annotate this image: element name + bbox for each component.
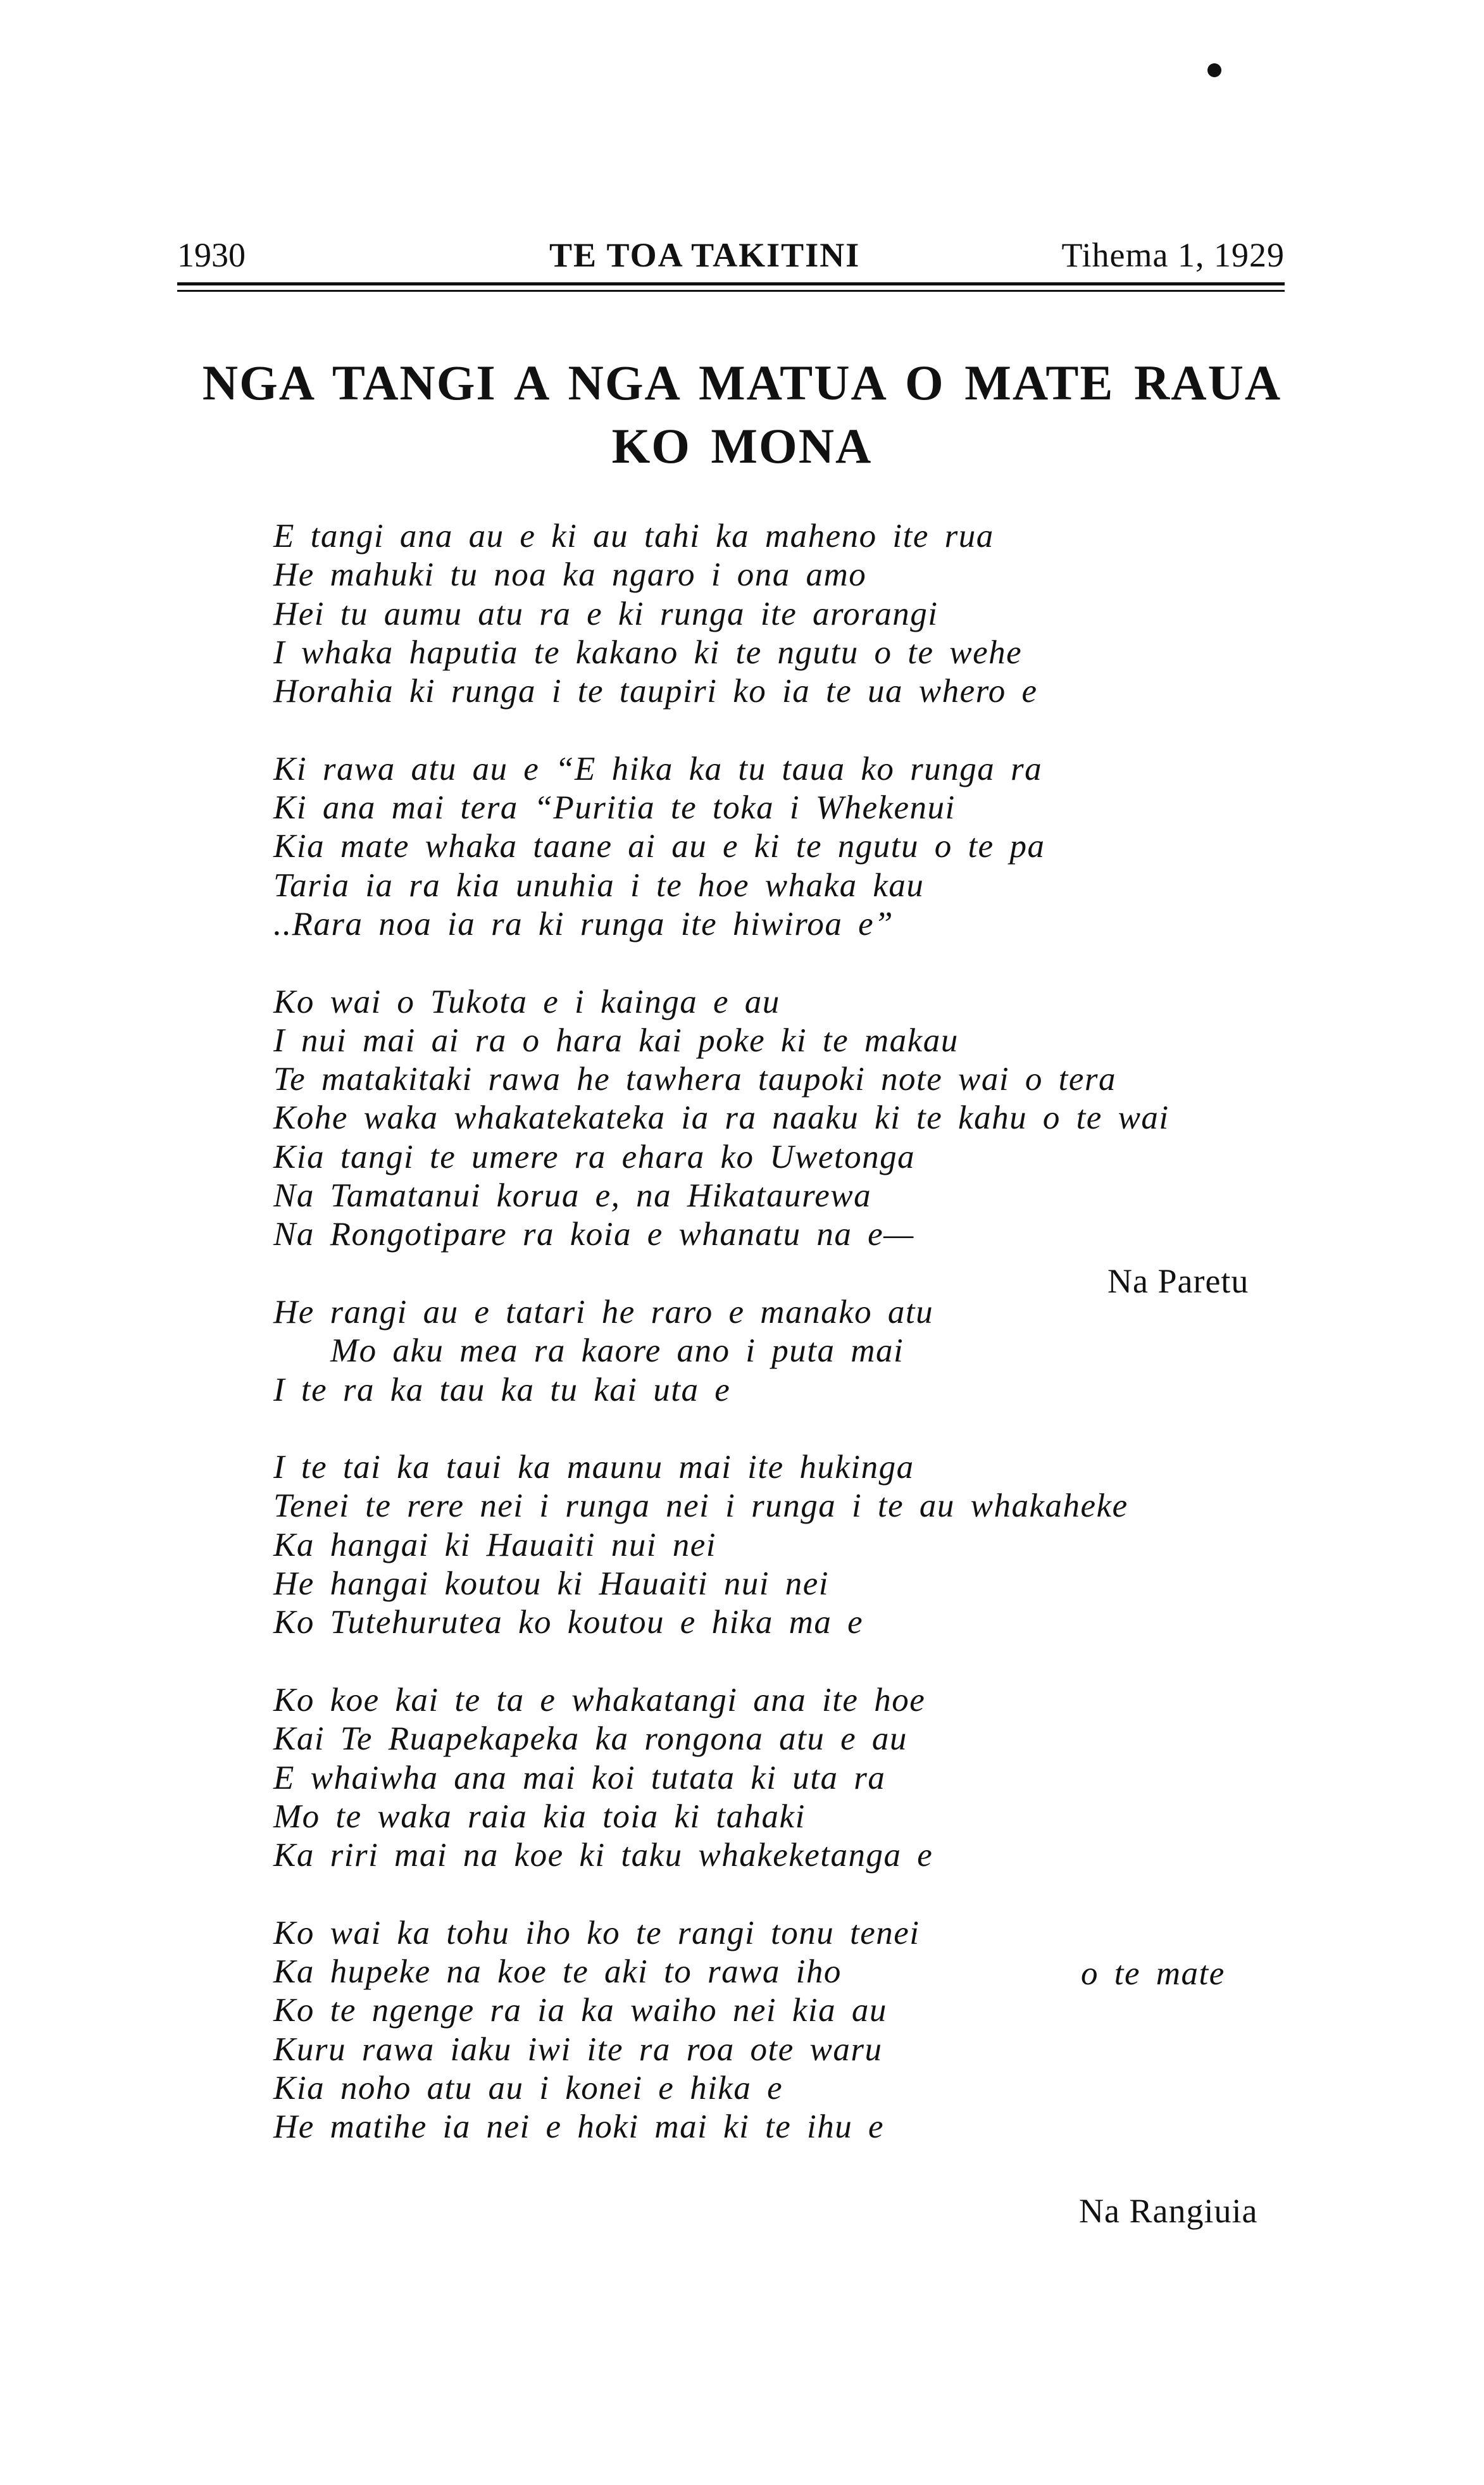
poem-line: Ki ana mai tera “Puritia te toka i Whekenui	[273, 789, 956, 827]
poem-line: He matihe ia nei e hoki mai ki te ihu e	[273, 2108, 885, 2146]
poem-line: Kuru rawa iaku iwi ite ra roa ote waru	[273, 2031, 883, 2068]
poem1-stanza-1	[273, 517, 1292, 711]
poem-line: Mo te waka raia kia toia ki tahaki	[273, 1798, 806, 1835]
poem-line: Ka hupeke na koe te aki to rawa iho	[273, 1953, 842, 1990]
poem-line: Kia noho atu au i konei e hika e	[273, 2069, 783, 2106]
poem1-stanza-3	[273, 983, 1292, 1255]
poem-line: E tangi ana au e ki au tahi ka maheno ite rua	[273, 518, 994, 554]
poem-line-continuation: o te mate	[1081, 1955, 1225, 1992]
poem-line: Taria ia ra kia unuhia i te hoe whaka kau	[273, 867, 925, 904]
poem-line: He rangi au e tatari he raro e manako atu	[273, 1293, 934, 1330]
page-header	[177, 235, 1285, 280]
poem2-stanza-4	[273, 1914, 1292, 2147]
poem-line: Horahia ki runga i te taupiri ko ia te ua whero e	[273, 673, 1038, 710]
poem-line: Ko koe kai te ta e whakatangi ana ite hoe	[273, 1681, 926, 1718]
poem-line: Na Rongotipare ra koia e whanatu na e—	[273, 1216, 914, 1253]
publication-title: TE TOA TAKITINI	[549, 236, 861, 274]
poem-line: Kohe waka whakatekateka ia ra naaku ki te kahu o te wai	[273, 1099, 1169, 1137]
title-line-1: NGA TANGI A NGA MATUA O MATE RAUA	[202, 355, 1282, 410]
poem-line: Ko te ngenge ra ia ka waiho nei kia au	[273, 1992, 887, 2029]
issue-date: Tihema 1, 1929	[1061, 236, 1285, 274]
poem-line: He mahuki tu noa ka ngaro i ona amo	[273, 556, 867, 594]
poem-line: E whaiwha ana mai koi tutata ki uta ra	[273, 1759, 886, 1796]
poem-line: I te ra ka tau ka tu kai uta e	[273, 1371, 731, 1408]
poem-line: Ki rawa atu au e “E hika ka tu taua ko runga ra	[273, 750, 1043, 787]
poem-line: Ka hangai ki Hauaiti nui nei	[273, 1526, 716, 1563]
poem-line: I whaka haputia te kakano ki te ngutu o te wehe	[273, 634, 1023, 671]
page-number: 1930	[177, 236, 246, 274]
poem-line: Tenei te rere nei i runga nei i runga i te au whakaheke	[273, 1487, 1128, 1525]
attribution-rangiuia: Na Rangiuia	[1079, 2192, 1258, 2230]
poem2-stanza-2	[273, 1448, 1292, 1642]
poem-line: He hangai koutou ki Hauaiti nui nei	[273, 1565, 829, 1603]
title-line-2: KO MONA	[611, 418, 873, 473]
poem-line: Te matakitaki rawa he tawhera taupoki note wai o tera	[273, 1061, 1117, 1098]
poem2-stanza-1	[273, 1293, 1292, 1410]
attribution-paretu: Na Paretu	[1107, 1262, 1249, 1300]
poem-line: Ko wai o Tukota e i kainga e au	[273, 983, 780, 1020]
poem-body	[273, 517, 1292, 2186]
poem-line: Mo aku mea ra kaore ano i puta mai	[330, 1332, 904, 1370]
poem1-stanza-2	[273, 750, 1292, 944]
poem-line: Kia mate whaka taane ai au e ki te ngutu o te pa	[273, 828, 1045, 865]
poem-line: Kai Te Ruapekapeka ka rongona atu e au	[273, 1720, 907, 1758]
header-rule-thin	[177, 290, 1285, 292]
poem-line: Na Tamatanui korua e, na Hikataurewa	[273, 1177, 872, 1215]
poem-line: Ko wai ka tohu iho ko te rangi tonu tenei	[273, 1914, 920, 1951]
poem-line: I nui mai ai ra o hara kai poke ki te makau	[273, 1022, 959, 1059]
poem-line: Ko Tutehurutea ko koutou e hika ma e	[273, 1604, 864, 1641]
poem-line: ..Rara noa ia ra ki runga ite hiwiroa e”	[273, 905, 894, 942]
article-title	[127, 351, 1357, 478]
poem-line: I te tai ka taui ka maunu mai ite hukinga	[273, 1449, 914, 1486]
ink-dot	[1207, 63, 1221, 77]
header-rule-thick	[177, 282, 1285, 285]
poem2-stanza-3	[273, 1681, 1292, 1875]
poem-line: Kia tangi te umere ra ehara ko Uwetonga	[273, 1138, 916, 1175]
poem-line: Ka riri mai na koe ki taku whakeketanga e	[273, 1837, 933, 1874]
poem-line: Hei tu aumu atu ra e ki runga ite arorangi	[273, 595, 938, 632]
